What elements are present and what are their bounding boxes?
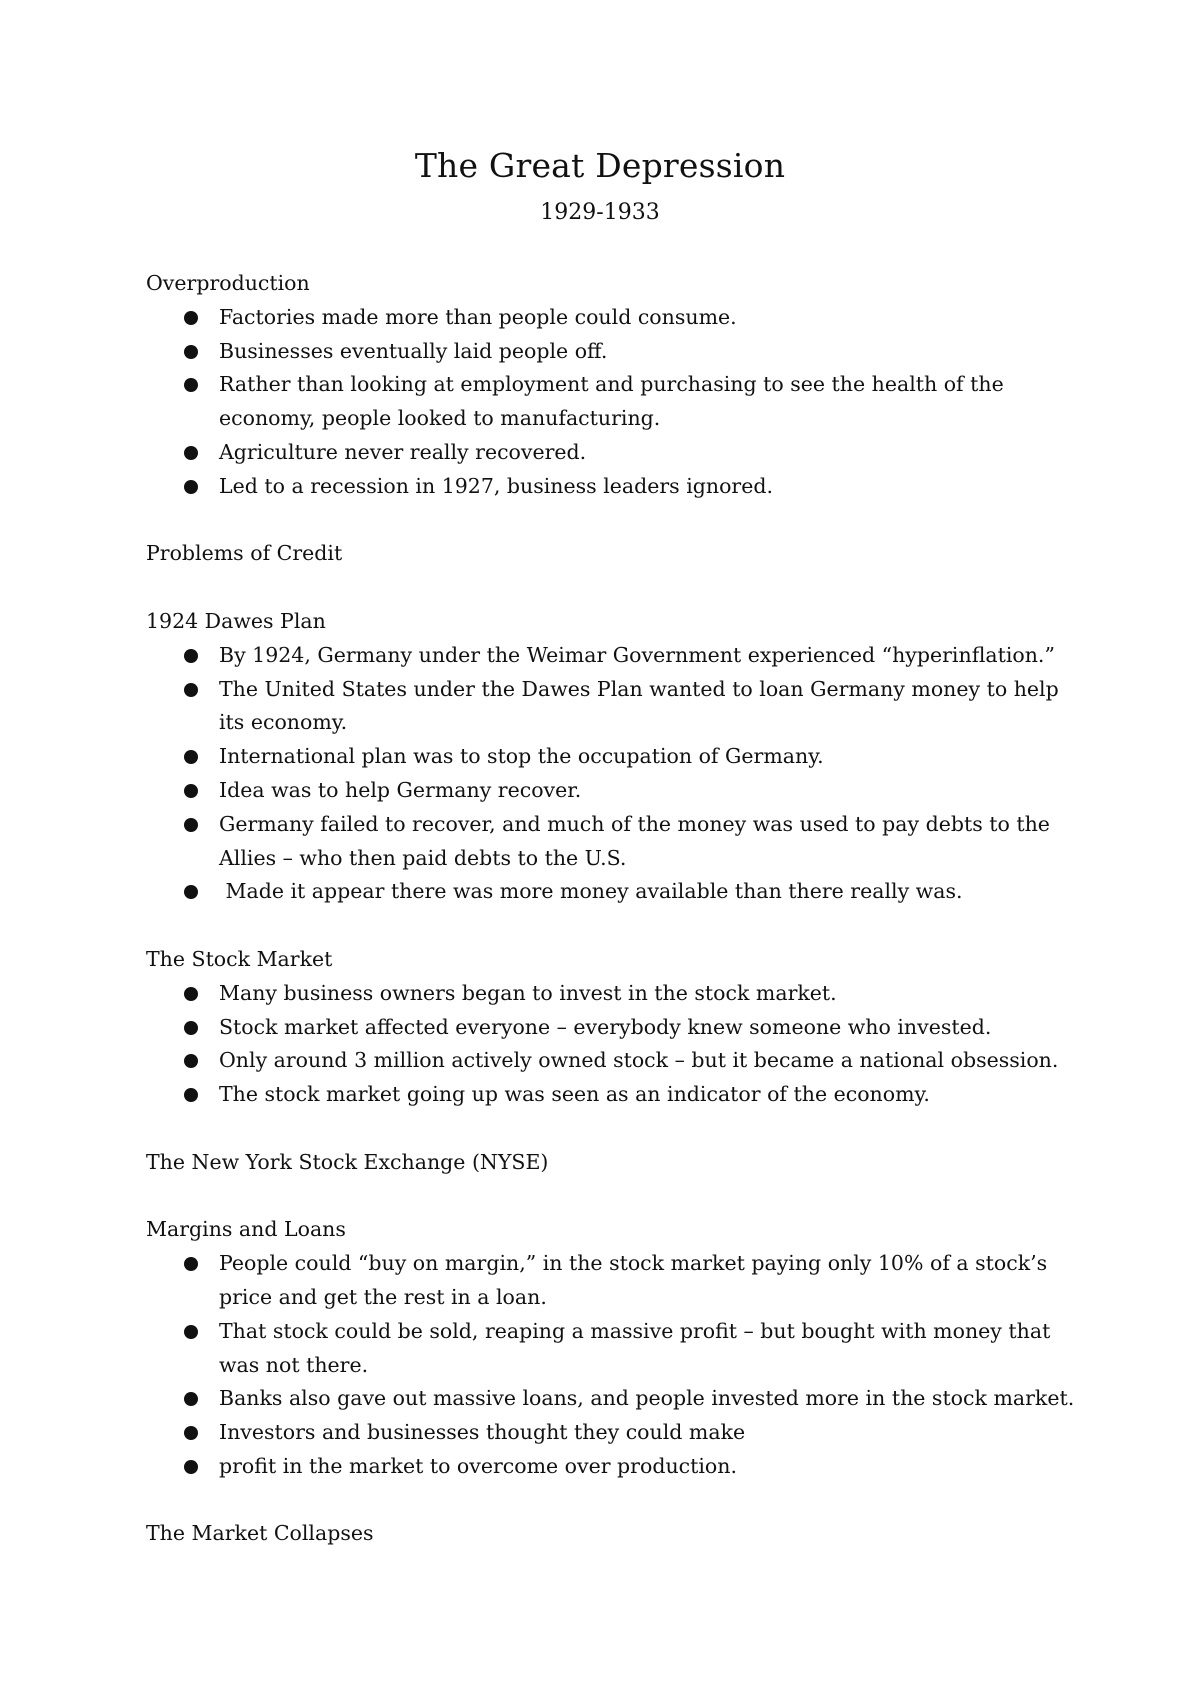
list-item xyxy=(146,639,1076,673)
list-item-text: The stock market going up was seen as an indicator of the economy. xyxy=(219,1082,930,1107)
bullet-icon xyxy=(184,378,198,392)
list-item xyxy=(146,774,1076,808)
list-item xyxy=(146,1315,1076,1383)
list-item-text: Businesses eventually laid people off. xyxy=(219,338,608,363)
bullet-icon xyxy=(184,818,198,832)
bullet-list xyxy=(146,639,1076,909)
list-item-text: Banks also gave out massive loans, and people invested more in the stock market. xyxy=(219,1386,1075,1411)
list-item-text: Investors and businesses thought they could make xyxy=(219,1420,746,1445)
list-item xyxy=(146,1044,1076,1078)
section-heading: Margins and Loans xyxy=(146,1217,346,1242)
section-problems-of-credit xyxy=(146,537,1076,571)
section-heading: The New York Stock Exchange (NYSE) xyxy=(146,1149,549,1174)
list-item xyxy=(146,1450,1076,1484)
section-market-collapses xyxy=(146,1517,1076,1551)
list-item-text: Factories made more than people could consume. xyxy=(219,304,737,329)
list-item xyxy=(146,977,1076,1011)
bullet-icon xyxy=(184,1426,198,1440)
bullet-icon xyxy=(184,1054,198,1068)
list-item xyxy=(146,1382,1076,1416)
bullet-icon xyxy=(184,1325,198,1339)
section-heading: 1924 Dawes Plan xyxy=(146,608,326,633)
spacer xyxy=(146,1180,1076,1214)
list-item-text: People could “buy on margin,” in the stock market paying only 10% of a stock’s price and get the rest in a loan. xyxy=(219,1251,1048,1309)
spacer xyxy=(146,909,1076,943)
section-margins-and-loans xyxy=(146,1213,1076,1483)
bullet-icon xyxy=(184,1257,198,1271)
section-dawes-plan xyxy=(146,605,1076,909)
list-item-text: Many business owners began to invest in the stock market. xyxy=(219,980,837,1005)
list-item-text: Rather than looking at employment and purchasing to see the health of the economy, people looked to manufacturing. xyxy=(219,372,1004,431)
list-item-text: By 1924, Germany under the Weimar Government experienced “hyperinflation.” xyxy=(219,642,1055,667)
list-item-text: The United States under the Dawes Plan wanted to loan Germany money to help its economy. xyxy=(219,676,1059,735)
section-heading: The Market Collapses xyxy=(146,1521,374,1546)
section-heading: Problems of Credit xyxy=(146,541,343,566)
bullet-list xyxy=(146,1247,1076,1484)
list-item-text: Stock market affected everyone – everybody knew someone who invested. xyxy=(219,1014,992,1039)
list-item xyxy=(146,436,1076,470)
list-item xyxy=(146,875,1076,909)
spacer xyxy=(146,1484,1076,1518)
list-item xyxy=(146,335,1076,369)
list-item xyxy=(146,740,1076,774)
list-item-text: Led to a recession in 1927, business leaders ignored. xyxy=(219,473,773,498)
list-item-text: Only around 3 million actively owned stock – but it became a national obsession. xyxy=(219,1048,1059,1073)
bullet-icon xyxy=(184,683,198,697)
list-item-text: That stock could be sold, reaping a massive profit – but bought with money that was not there. xyxy=(219,1318,1051,1377)
list-item xyxy=(146,808,1076,876)
document-body xyxy=(146,267,1076,1551)
list-item xyxy=(146,673,1076,741)
section-heading: The Stock Market xyxy=(146,946,333,971)
list-item-text: Made it appear there was more money available than there really was. xyxy=(219,879,963,904)
bullet-icon xyxy=(184,345,198,359)
list-item xyxy=(146,301,1076,335)
list-item xyxy=(146,1416,1076,1450)
bullet-icon xyxy=(184,987,198,1001)
bullet-icon xyxy=(184,1088,198,1102)
section-overproduction xyxy=(146,267,1076,504)
section-nyse xyxy=(146,1146,1076,1180)
spacer xyxy=(146,504,1076,538)
bullet-icon xyxy=(184,649,198,663)
bullet-icon xyxy=(184,784,198,798)
list-item-text: International plan was to stop the occupation of Germany. xyxy=(219,744,824,769)
bullet-icon xyxy=(184,1021,198,1035)
page-subtitle: 1929-1933 xyxy=(540,200,660,225)
list-item-text: profit in the market to overcome over production. xyxy=(219,1453,737,1478)
spacer xyxy=(146,571,1076,605)
list-item xyxy=(146,1011,1076,1045)
bullet-icon xyxy=(184,1460,198,1474)
bullet-icon xyxy=(184,480,198,494)
list-item-text: Idea was to help Germany recover. xyxy=(219,777,582,802)
list-item-text: Agriculture never really recovered. xyxy=(219,439,587,464)
bullet-list xyxy=(146,977,1076,1112)
list-item xyxy=(146,368,1076,436)
list-item xyxy=(146,1247,1076,1315)
bullet-list xyxy=(146,301,1076,504)
bullet-icon xyxy=(184,1392,198,1406)
bullet-icon xyxy=(184,885,198,899)
spacer xyxy=(146,1112,1076,1146)
list-item xyxy=(146,1078,1076,1112)
page-title: The Great Depression xyxy=(414,146,786,185)
section-stock-market xyxy=(146,943,1076,1112)
list-item-text: Germany failed to recover, and much of the money was used to pay debts to the Allies – who then paid debts to the U.S. xyxy=(219,811,1050,870)
section-heading: Overproduction xyxy=(146,271,310,295)
bullet-icon xyxy=(184,311,198,325)
bullet-icon xyxy=(184,446,198,460)
bullet-icon xyxy=(184,750,198,764)
list-item xyxy=(146,470,1076,504)
